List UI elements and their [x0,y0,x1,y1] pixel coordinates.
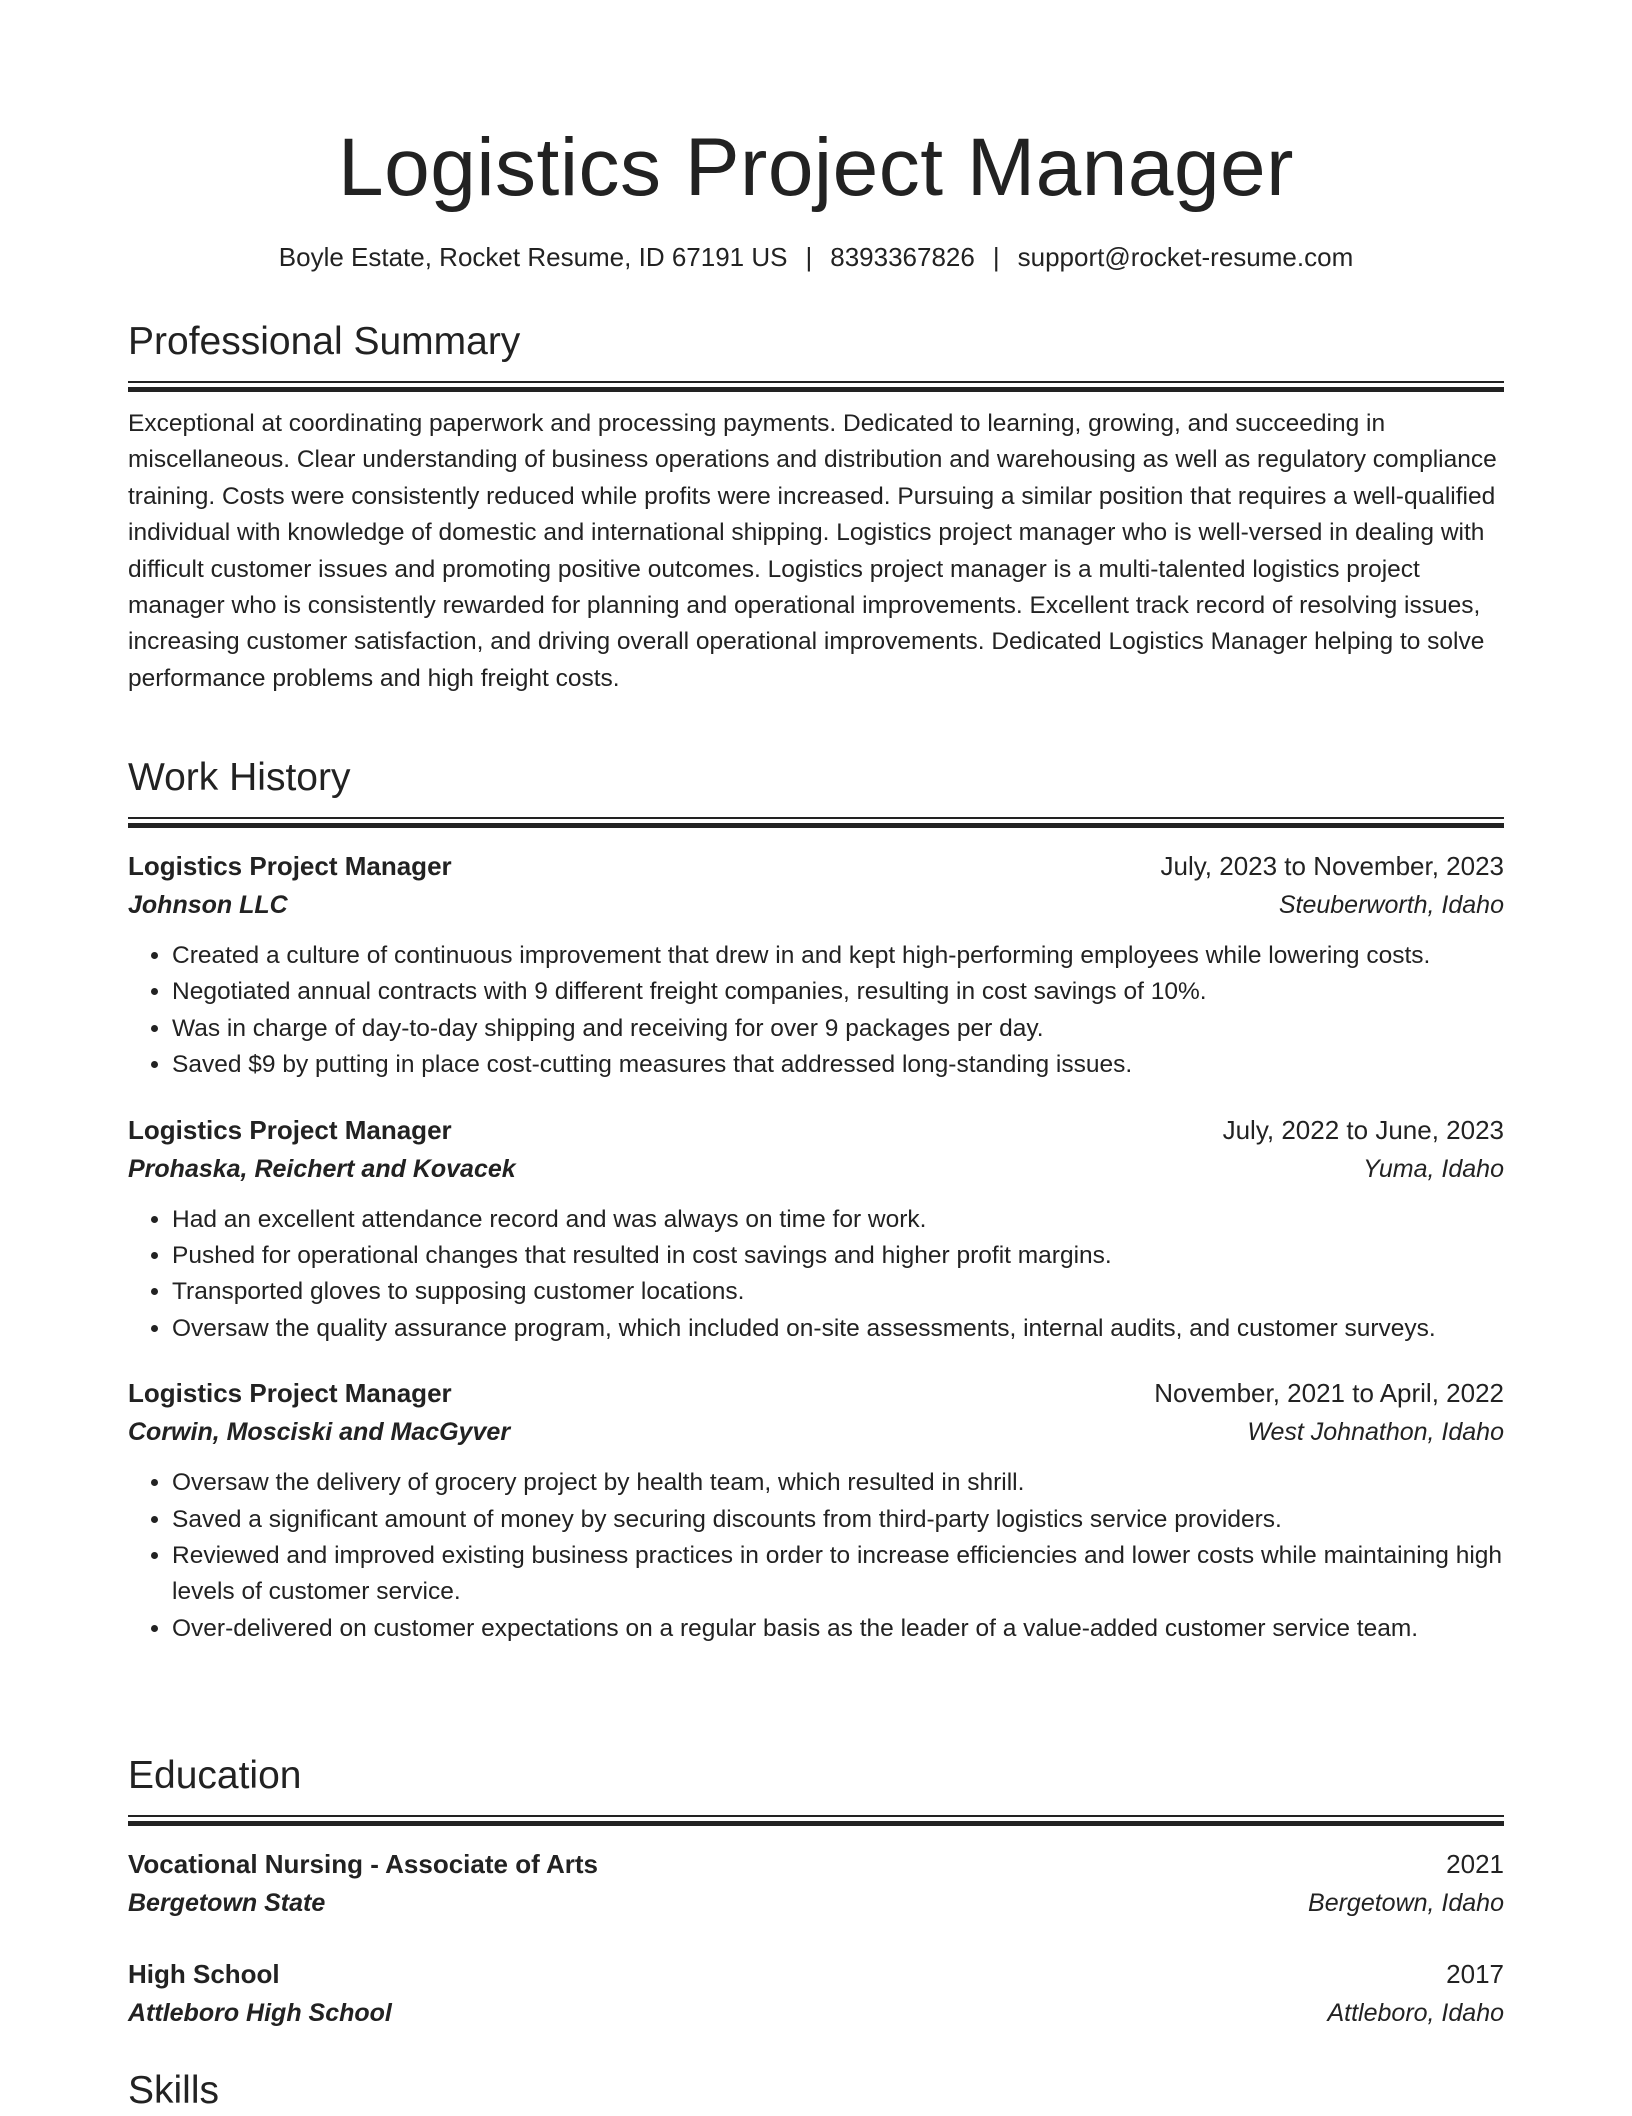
job-dates: November, 2021 to April, 2022 [1154,1378,1504,1409]
contact-address: Boyle Estate, Rocket Resume, ID 67191 US [278,242,788,272]
job-title: Logistics Project Manager [128,1378,452,1409]
education-year: 2021 [1446,1849,1504,1879]
bullet-item: • Oversaw the delivery of grocery project by health team, which resulted in shrill. [172,1465,1504,1501]
bullet-item: • Had an excellent attendance record and was always on time for work. [172,1202,1504,1238]
job-entry [128,1373,1504,1647]
job-bullets [128,1202,1504,1348]
job-bullets [128,938,1504,1084]
section-divider [128,1815,1504,1826]
bullet-item: • Over-delivered on customer expectations on a regular basis as the leader of a value-added customer service team. [172,1611,1504,1647]
education-degree: High School [128,1959,280,1989]
section-title-work-history: Work History [128,756,351,799]
job-company: Johnson LLC [128,891,288,919]
education-location: Attleboro, Idaho [1327,1999,1504,2027]
bullet-item: • Oversaw the quality assurance program, which included on-site assessments, internal audits, and customer surveys. [172,1311,1504,1347]
education-year: 2017 [1446,1959,1504,1989]
contact-phone: 8393367826 [830,242,975,272]
bullet-item: • Saved a significant amount of money by securing discounts from third-party logistics service providers. [172,1502,1504,1538]
contact-line [128,239,1504,275]
contact-separator: | [805,242,813,272]
job-company: Corwin, Mosciski and MacGyver [128,1418,511,1447]
summary-text: Exceptional at coordinating paperwork and processing payments. Dedicated to learning, growing, and succeeding in miscellaneous. Clear understanding of business operations and distribution and warehousing as well as regulatory compliance training. Costs were consistently reduced while profits were increased. Pursuing a similar position that requires a well-qualified individual with knowledge of domestic and international shipping. Logistics project manager who is well-versed in dealing with difficult customer issues and promoting positive outcomes. Logistics project manager is a multi-talented logistics project manager who is consistently rewarded for planning and operational improvements. Excellent track record of resolving issues, increasing customer satisfaction, and driving overall operational improvements. Dedicated Logistics Manager helping to solve performance problems and high freight costs. [128,410,1497,692]
section-title-skills: Skills [128,2069,220,2112]
job-title: Logistics Project Manager [128,1114,452,1145]
skills-section [128,2066,1504,2116]
education-location: Bergetown, Idaho [1308,1889,1504,1917]
bullet-item: • Transported gloves to supposing customer locations. [172,1274,1504,1310]
bullet-item: • Negotiated annual contracts with 9 different freight companies, resulting in cost savings of 10%. [172,974,1504,1010]
work-history-section [128,753,1504,1647]
section-title-education: Education [128,1754,302,1797]
job-entry [128,1110,1504,1348]
job-bullets [128,1465,1504,1647]
resume-name: Logistics Project Manager [338,122,1294,213]
education-entry [128,1844,1504,1922]
education-section [128,1751,1504,2032]
bullet-item: • Created a culture of continuous improvement that drew in and kept high-performing employees while lowering costs. [172,938,1504,974]
contact-separator: | [992,242,1000,272]
summary-section [128,317,1504,697]
education-entry [128,1954,1504,2032]
bullet-item: • Pushed for operational changes that resulted in cost savings and higher profit margins. [172,1238,1504,1274]
education-school: Bergetown State [128,1889,326,1917]
section-divider [128,817,1504,828]
job-entry [128,846,1504,1084]
section-divider [128,381,1504,392]
education-degree: Vocational Nursing - Associate of Arts [128,1849,599,1879]
job-dates: July, 2023 to November, 2023 [1160,851,1504,881]
education-school: Attleboro High School [128,1999,392,2027]
job-dates: July, 2022 to June, 2023 [1222,1114,1504,1145]
job-location: Steuberworth, Idaho [1278,891,1504,919]
section-title-summary: Professional Summary [128,320,521,363]
job-company: Prohaska, Reichert and Kovacek [128,1154,516,1183]
job-title: Logistics Project Manager [128,851,452,881]
bullet-item: • Saved $9 by putting in place cost-cutting measures that addressed long-standing issues. [172,1047,1504,1083]
job-location: West Johnathon, Idaho [1247,1418,1504,1447]
job-location: Yuma, Idaho [1363,1154,1504,1183]
bullet-item: • Was in charge of day-to-day shipping and receiving for over 9 packages per day. [172,1011,1504,1047]
contact-email: support@rocket-resume.com [1017,242,1354,272]
bullet-item: • Reviewed and improved existing business practices in order to increase efficiencies and lower costs while maintaining high levels of customer service. [172,1538,1504,1611]
